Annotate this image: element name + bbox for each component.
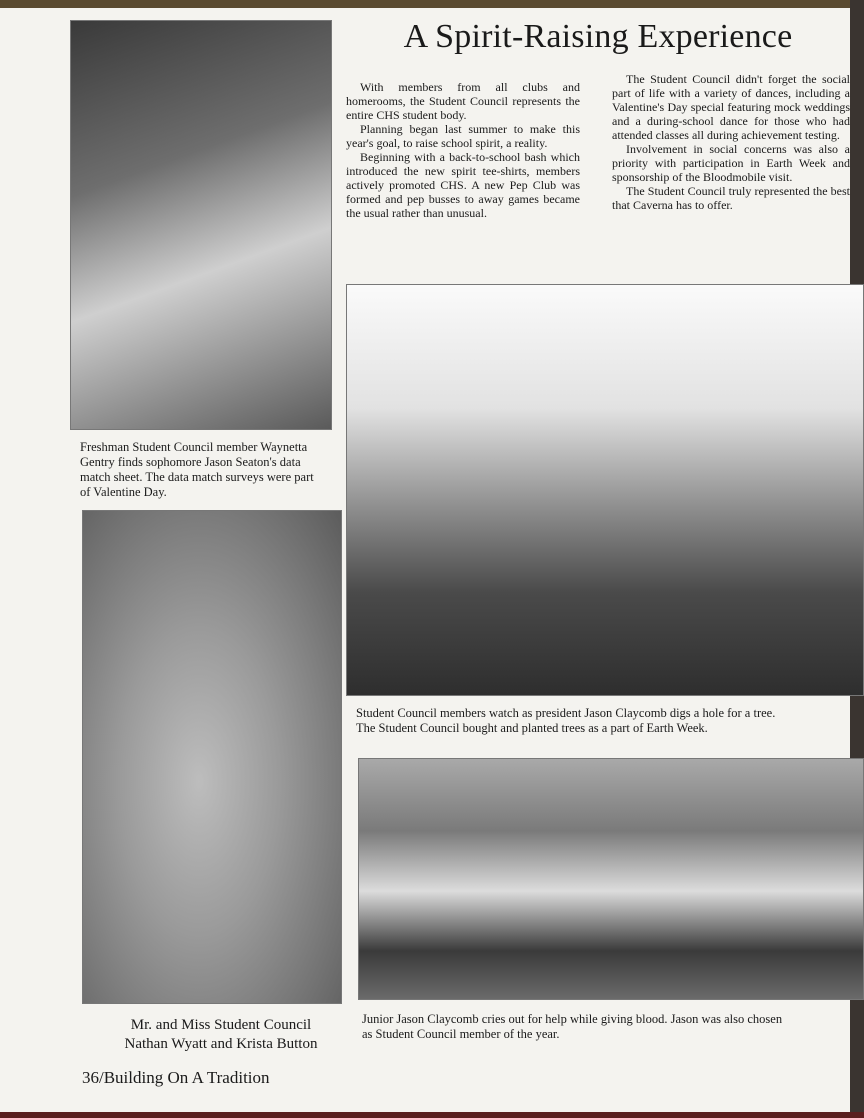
page-top-edge xyxy=(0,0,864,8)
article-paragraph: Involvement in social concerns was also a priority with participation in Earth Week and sponsorship of the Bloodmobile visit. xyxy=(612,142,850,184)
caption-blood-donation xyxy=(362,1012,858,1042)
article-paragraph: The Student Council didn't forget the social part of life with a variety of dances, including a Valentine's Day special featuring mock weddings and a during-school dance for those who had attended classes all during achievement testing. xyxy=(612,72,850,142)
article-paragraph: Planning began last summer to make this year's goal, to raise school spirit, a reality. xyxy=(346,122,580,150)
article-paragraph: The Student Council truly represented the best that Caverna has to offer. xyxy=(612,184,850,212)
photo-earth-week-tree-planting xyxy=(346,284,864,696)
photo-data-match xyxy=(70,20,332,430)
page-footer: 36/Building On A Tradition xyxy=(82,1068,270,1087)
caption-line: Junior Jason Claycomb cries out for help while giving blood. Jason was also chosen xyxy=(362,1012,783,1026)
article-column-2 xyxy=(612,72,850,212)
page-title: A Spirit-Raising Experience xyxy=(403,18,793,55)
page-bottom-edge xyxy=(0,1112,864,1118)
caption-mr-miss xyxy=(86,1016,356,1054)
caption-line: Mr. and Miss Student Council xyxy=(130,1017,312,1033)
caption-data-match: Freshman Student Council member Waynetta Gentry finds sophomore Jason Seaton's data match sheet. The data match surveys were part of Valentine Day. xyxy=(80,440,314,499)
caption-line: The Student Council bought and planted trees as a part of Earth Week. xyxy=(356,721,708,735)
article-paragraph: Beginning with a back-to-school bash which introduced the new spirit tee-shirts, members actively promoted CHS. A new Pep Club was formed and pep busses to away games became the usual rather than unusual. xyxy=(346,150,580,220)
photo-mr-miss-student-council xyxy=(82,510,342,1004)
caption-earth-week xyxy=(356,706,856,736)
photo-blood-donation xyxy=(358,758,864,1000)
article-column-1 xyxy=(346,80,580,220)
caption-line: Nathan Wyatt and Krista Button xyxy=(124,1036,318,1052)
caption-line: Student Council members watch as president Jason Claycomb digs a hole for a tree. xyxy=(356,706,776,720)
article-paragraph: With members from all clubs and homerooms, the Student Council represents the entire CHS student body. xyxy=(346,80,580,122)
caption-line: as Student Council member of the year. xyxy=(362,1027,560,1041)
